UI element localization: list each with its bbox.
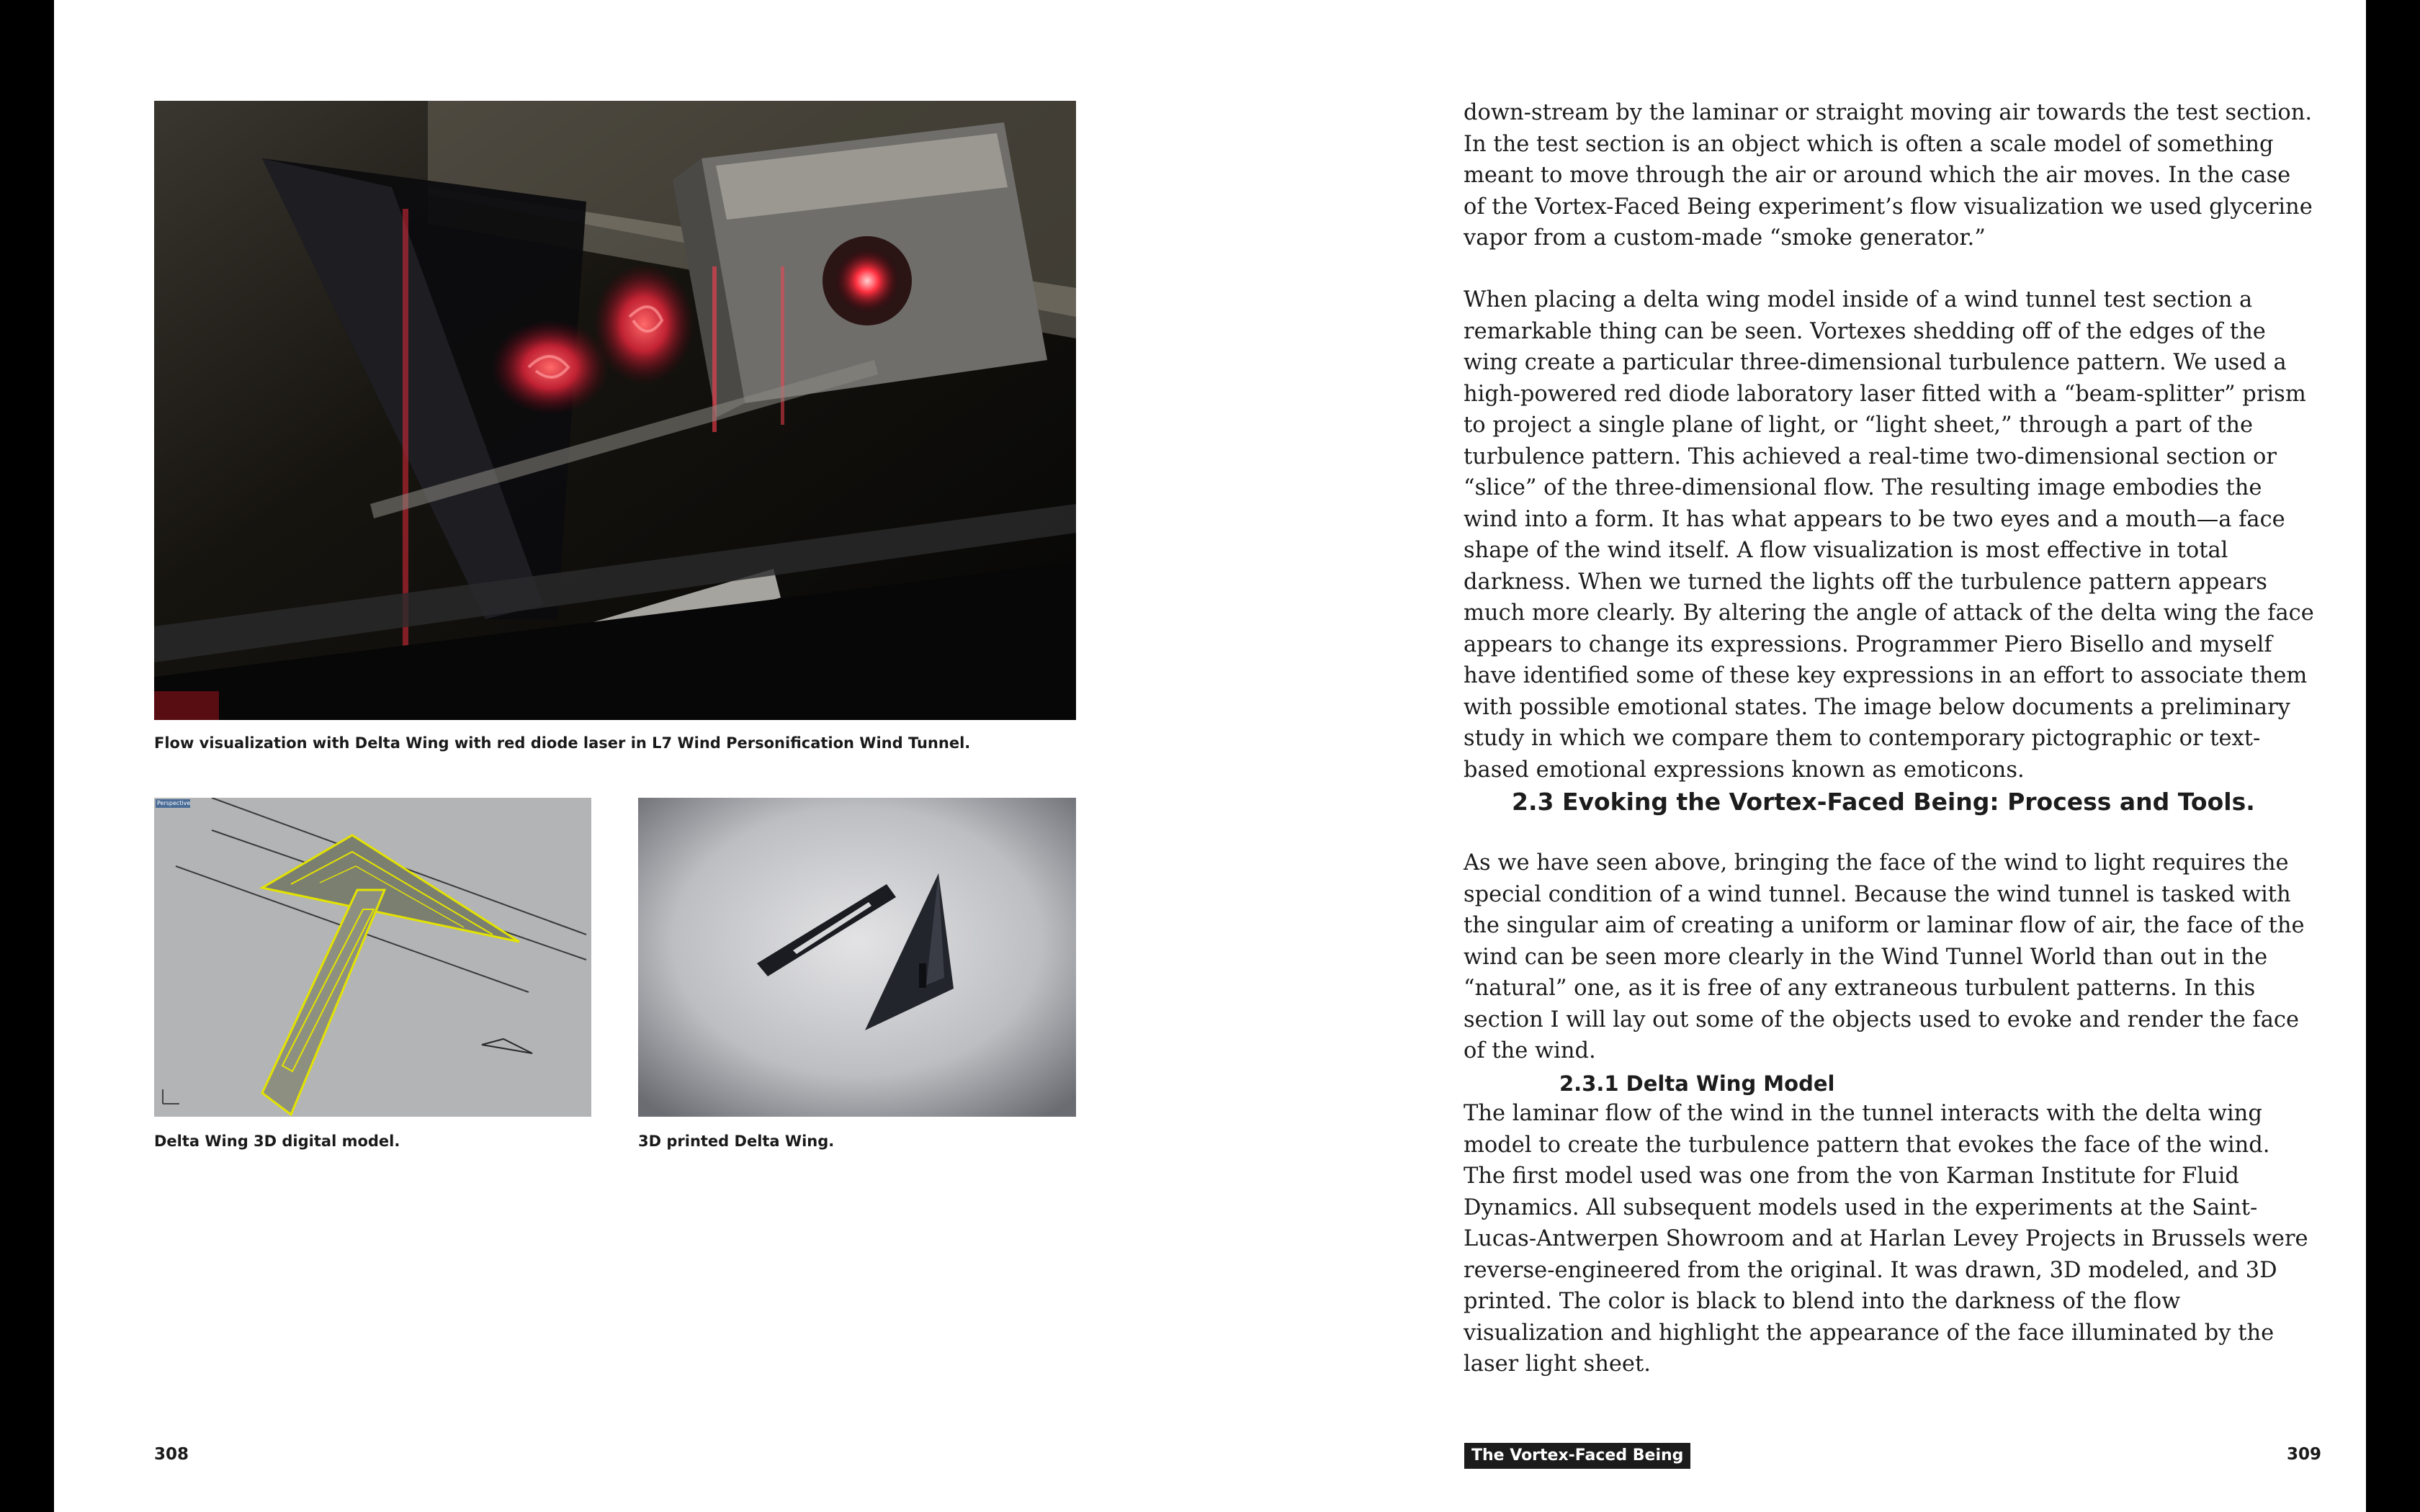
viewport-label: Perspective bbox=[157, 800, 191, 806]
right-page-number: 309 bbox=[2287, 1445, 2322, 1464]
book-spread bbox=[54, 0, 2366, 1512]
left-page bbox=[54, 0, 1210, 1512]
paragraph-test-section: down-stream by the laminar or straight moving air towards the test section. In the test section is an object which is often a scale model of something meant to move through the air or around which the air moves. In the case of the Vortex-Faced Being experiment’s flow visualization we used glycerine vapor from a custom-made “smoke generator.” bbox=[1464, 100, 2313, 251]
paragraph-wind-tunnel-condition: As we have seen above, bringing the face of the wind to light requires the special condition of a wind tunnel. Because the wind tunnel is tasked with the singular aim of creating a uniform or laminar flow of air, the face of the wind can be seen more clearly in the Wind Tunnel World than out in the “natural” one, as it is free of any extraneous turbulent patterns. In this section I will lay out some of the objects used to evoke and render the face of the wind. bbox=[1464, 850, 2305, 1063]
delta-wing-model-caption: Delta Wing 3D digital model. bbox=[154, 1133, 400, 1150]
printed-delta-wing-photo bbox=[638, 798, 1076, 1117]
printed-delta-wing-image bbox=[638, 798, 1076, 1117]
running-title: The Vortex-Faced Being bbox=[1464, 1443, 1690, 1469]
paragraph-delta-wing-model: The laminar flow of the wind in the tunnel interacts with the delta wing model to create the turbulence pattern that evokes the face of the wind. The first model used was one from the von Karman Institute for Fluid Dynamics. All subsequent models used in the experiments at the Saint-Lucas-Antwerpen Showroom and at Harlan Levey Projects in Brussels were reverse-engineered from the original. It was drawn, 3D modeled, and 3D printed. The color is black to blend into the darkness of the flow visualization and highlight the appearance of the face illuminated by the laser light sheet. bbox=[1464, 1101, 2308, 1377]
section-heading-2-3: 2.3 Evoking the Vortex-Faced Being: Process and Tools. bbox=[1512, 788, 2255, 816]
left-page-number: 308 bbox=[154, 1445, 189, 1464]
paragraph-delta-wing-turbulence: When placing a delta wing model inside of a wind tunnel test section a remarkable thing can be seen. Vortexes shedding off of the edges of the wing create a particular three-dimensional turbulence pattern. We used a high-powered red diode laboratory laser fitted with a “beam-splitter” prism to project a single plane of light, or “light sheet,” through a part of the turbulence pattern. This achieved a real-time two-dimensional section or “slice” of the three-dimensional flow. The resulting image embodies the wind into a form. It has what appears to be two eyes and a mouth—a face shape of the wind itself. A flow visualization is most effective in total darkness. When we turned the lights off the turbulence pattern appears much more clearly. By altering the angle of attack of the delta wing the face appears to change its expressions. Programmer Piero Bisello and myself have identified some of these key expressions in an effort to associate them with possible emotional states. The image below documents a preliminary study in which we compare them to contemporary pictographic or text-based emotional expressions known as emoticons. bbox=[1464, 287, 2314, 783]
flow-visualization-caption: Flow visualization with Delta Wing with red diode laser in L7 Wind Personification Wind Tunnel. bbox=[154, 734, 971, 752]
delta-wing-wireframe bbox=[154, 798, 591, 1117]
printed-delta-wing-caption: 3D printed Delta Wing. bbox=[638, 1133, 835, 1150]
flow-visualization-image bbox=[154, 101, 1076, 720]
flow-visualization-photo bbox=[154, 101, 1076, 720]
subsection-heading-2-3-1: 2.3.1 Delta Wing Model bbox=[1559, 1071, 1835, 1096]
delta-wing-model-screenshot bbox=[154, 798, 591, 1117]
